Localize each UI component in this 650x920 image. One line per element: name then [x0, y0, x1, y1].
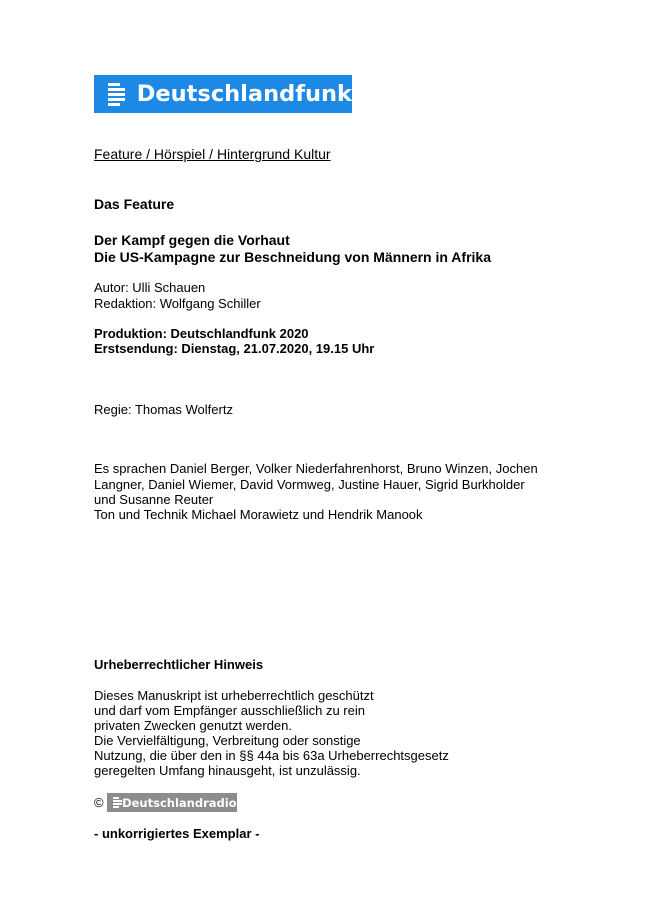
copyright-text-line: Die Vervielfältigung, Verbreitung oder sonstige — [94, 733, 361, 748]
copyright-heading: Urheberrechtlicher Hinweis — [94, 657, 264, 672]
cast-line: und Susanne Reuter — [94, 492, 214, 507]
copyright-text-line: Dieses Manuskript ist urheberrechtlich geschützt — [94, 688, 374, 703]
feature-subtitle: Die US-Kampagne zur Beschneidung von Männern in Afrika — [94, 249, 491, 265]
series-title: Das Feature — [94, 196, 175, 212]
copyright-text-line: Nutzung, die über den in §§ 44a bis 63a Urheberrechtsgesetz — [94, 748, 449, 763]
copyright-notice — [94, 793, 237, 812]
copyright-text-line: und darf vom Empfänger ausschließlich zu rein — [94, 703, 365, 718]
document-lines-icon — [110, 793, 120, 812]
deutschlandradio-logo-text: Deutschlandradio — [122, 795, 237, 810]
cast-line: Es sprachen Daniel Berger, Volker Niederfahrenhorst, Bruno Winzen, Jochen — [94, 461, 538, 476]
direction-line: Regie: Thomas Wolfertz — [94, 402, 233, 417]
category-link[interactable]: Feature / Hörspiel / Hintergrund Kultur — [94, 146, 331, 162]
sound-technique-line: Ton und Technik Michael Morawietz und Hendrik Manook — [94, 507, 423, 522]
production-line: Produktion: Deutschlandfunk 2020 — [94, 326, 309, 341]
uncorrected-copy-note: - unkorrigiertes Exemplar - — [94, 826, 260, 841]
copyright-text-line: geregelten Umfang hinausgeht, ist unzulässig. — [94, 763, 361, 778]
author-line: Autor: Ulli Schauen — [94, 280, 206, 295]
broadcast-line: Erstsendung: Dienstag, 21.07.2020, 19.15 Uhr — [94, 341, 375, 356]
deutschlandradio-logo — [107, 793, 237, 812]
document-lines-icon — [102, 75, 131, 113]
deutschlandfunk-logo — [94, 75, 352, 113]
editor-line: Redaktion: Wolfgang Schiller — [94, 296, 261, 311]
feature-title: Der Kampf gegen die Vorhaut — [94, 232, 290, 248]
logo-brand-text: Deutschlandfunk — [136, 81, 352, 107]
copyright-symbol: © — [94, 795, 104, 810]
cast-line: Langner, Daniel Wiemer, David Vormweg, Justine Hauer, Sigrid Burkholder — [94, 477, 525, 492]
copyright-text-line: privaten Zwecken genutzt werden. — [94, 718, 292, 733]
